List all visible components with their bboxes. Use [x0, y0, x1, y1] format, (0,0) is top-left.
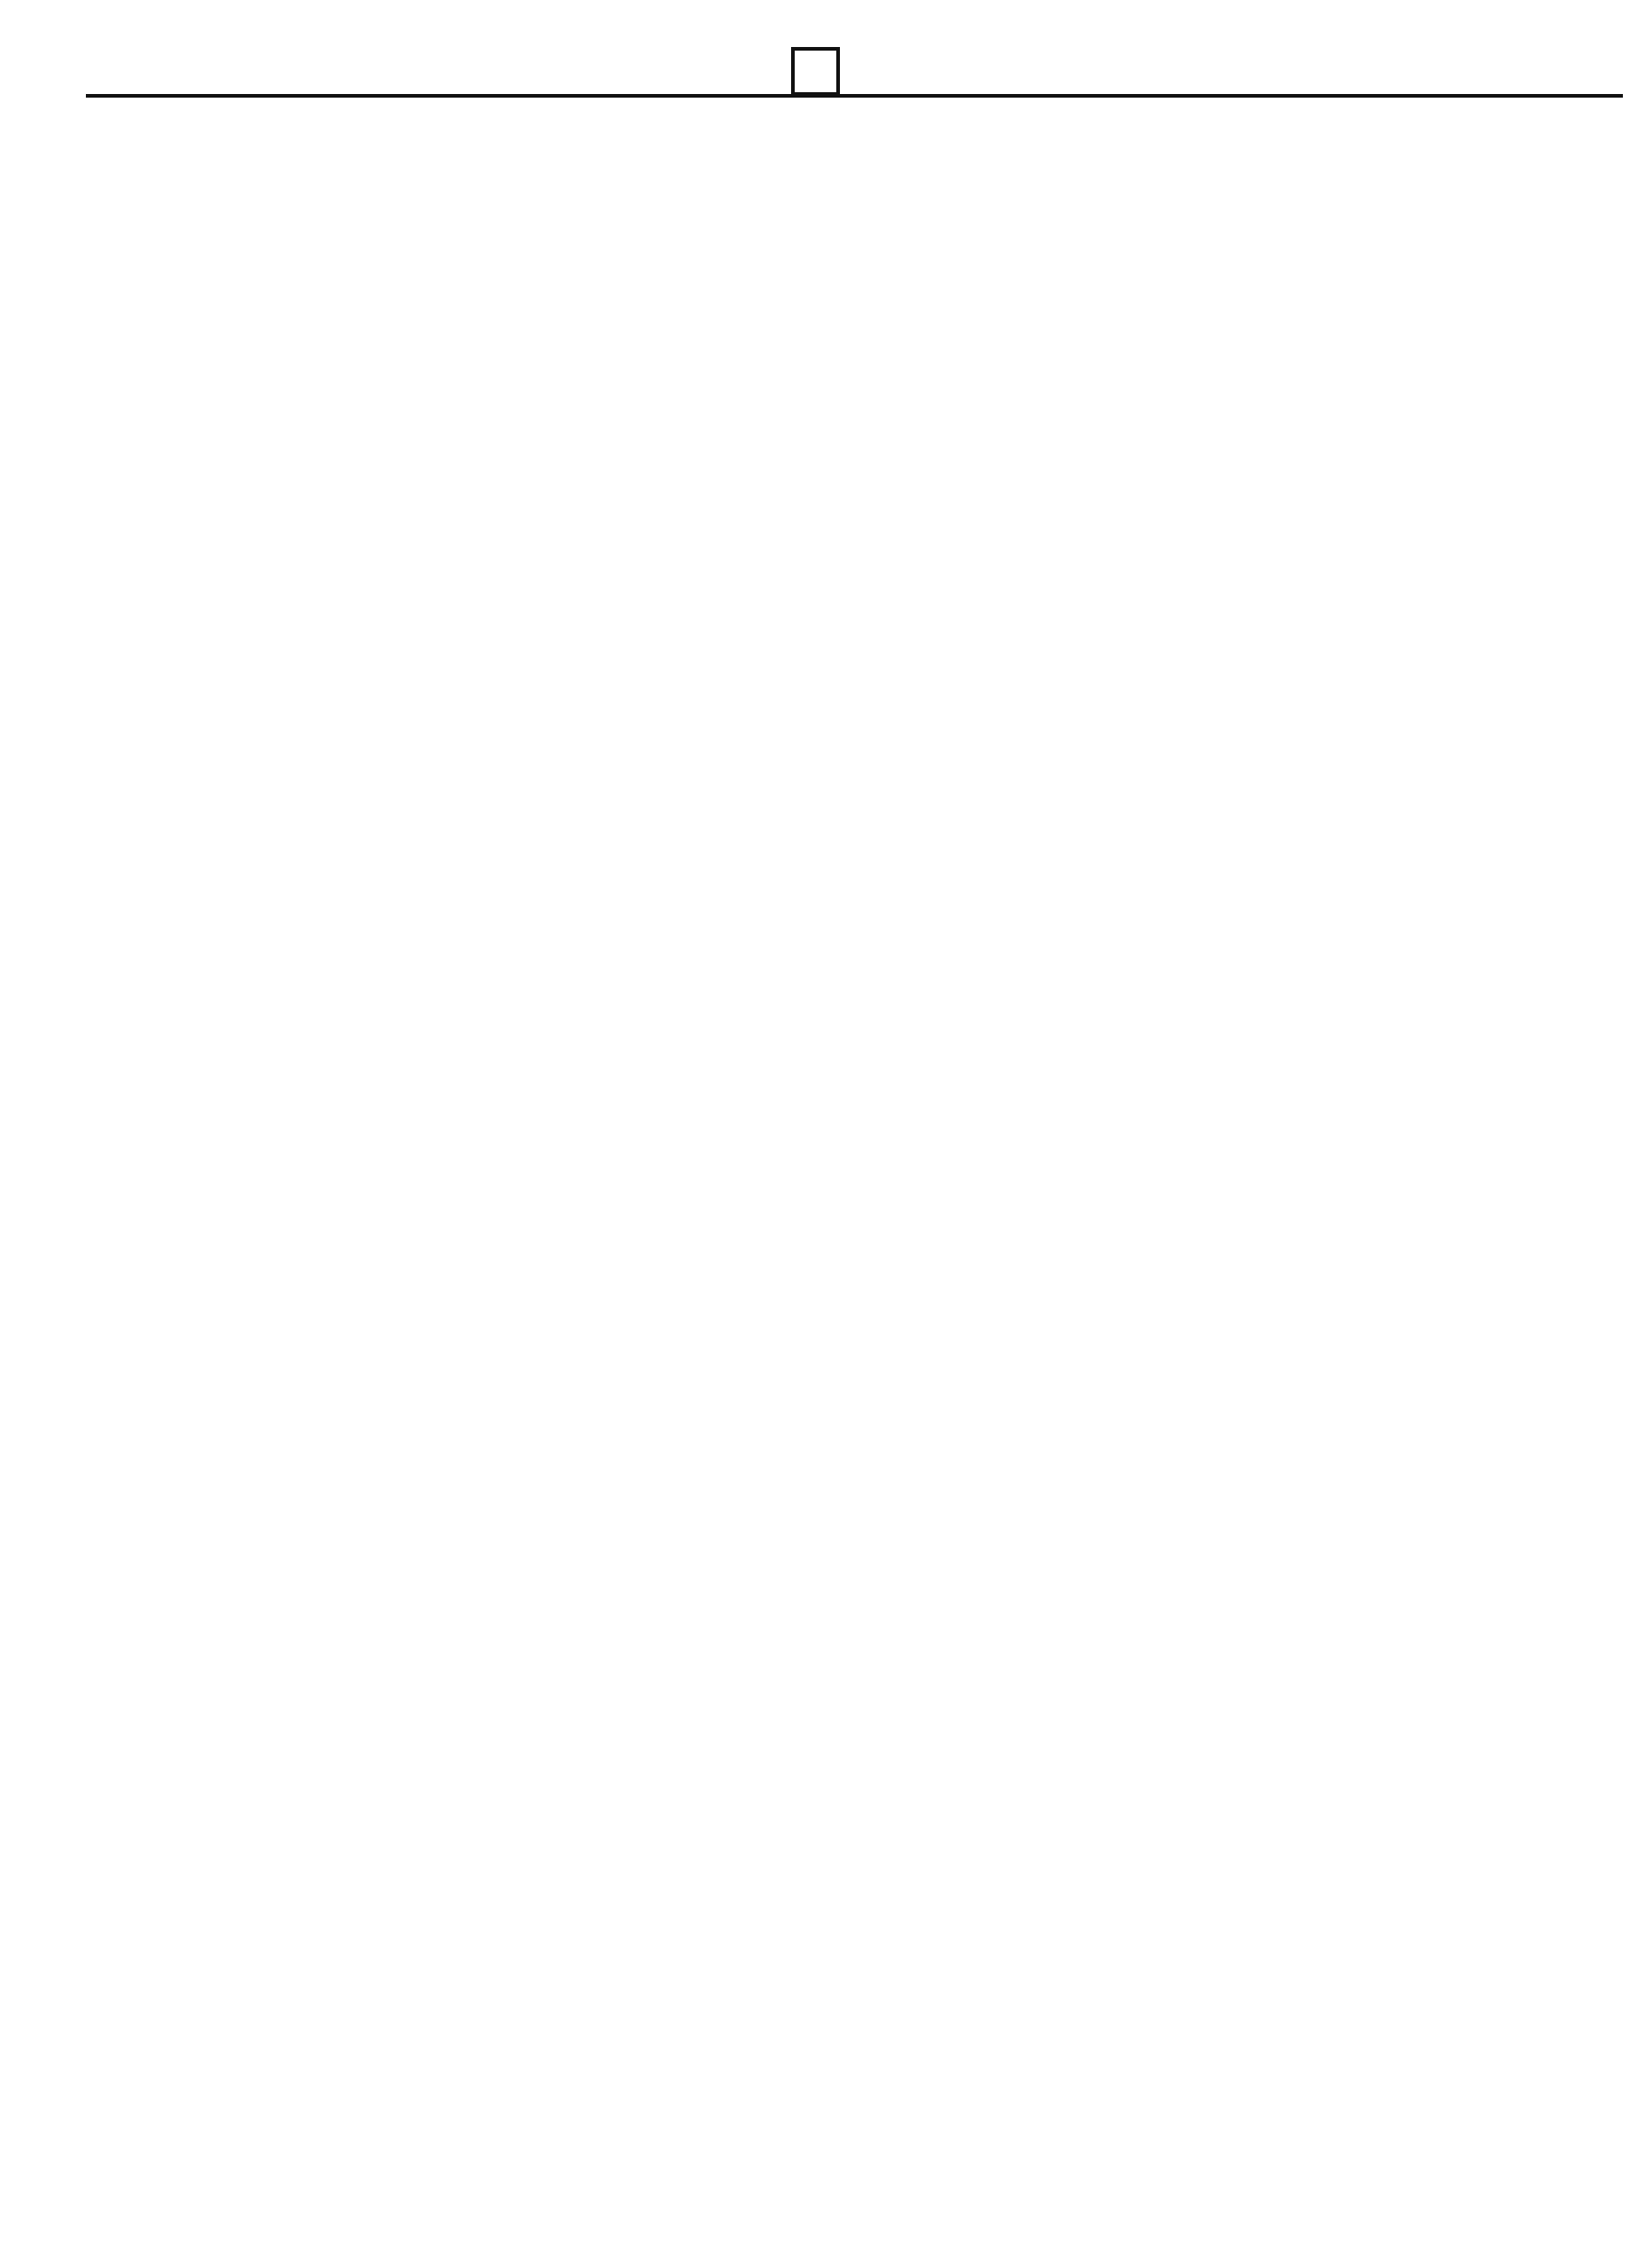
- top-rule: [86, 94, 1623, 98]
- page-number: [791, 47, 840, 96]
- page-headline: [86, 99, 1623, 165]
- tv-schedule-grid: [86, 181, 1632, 2260]
